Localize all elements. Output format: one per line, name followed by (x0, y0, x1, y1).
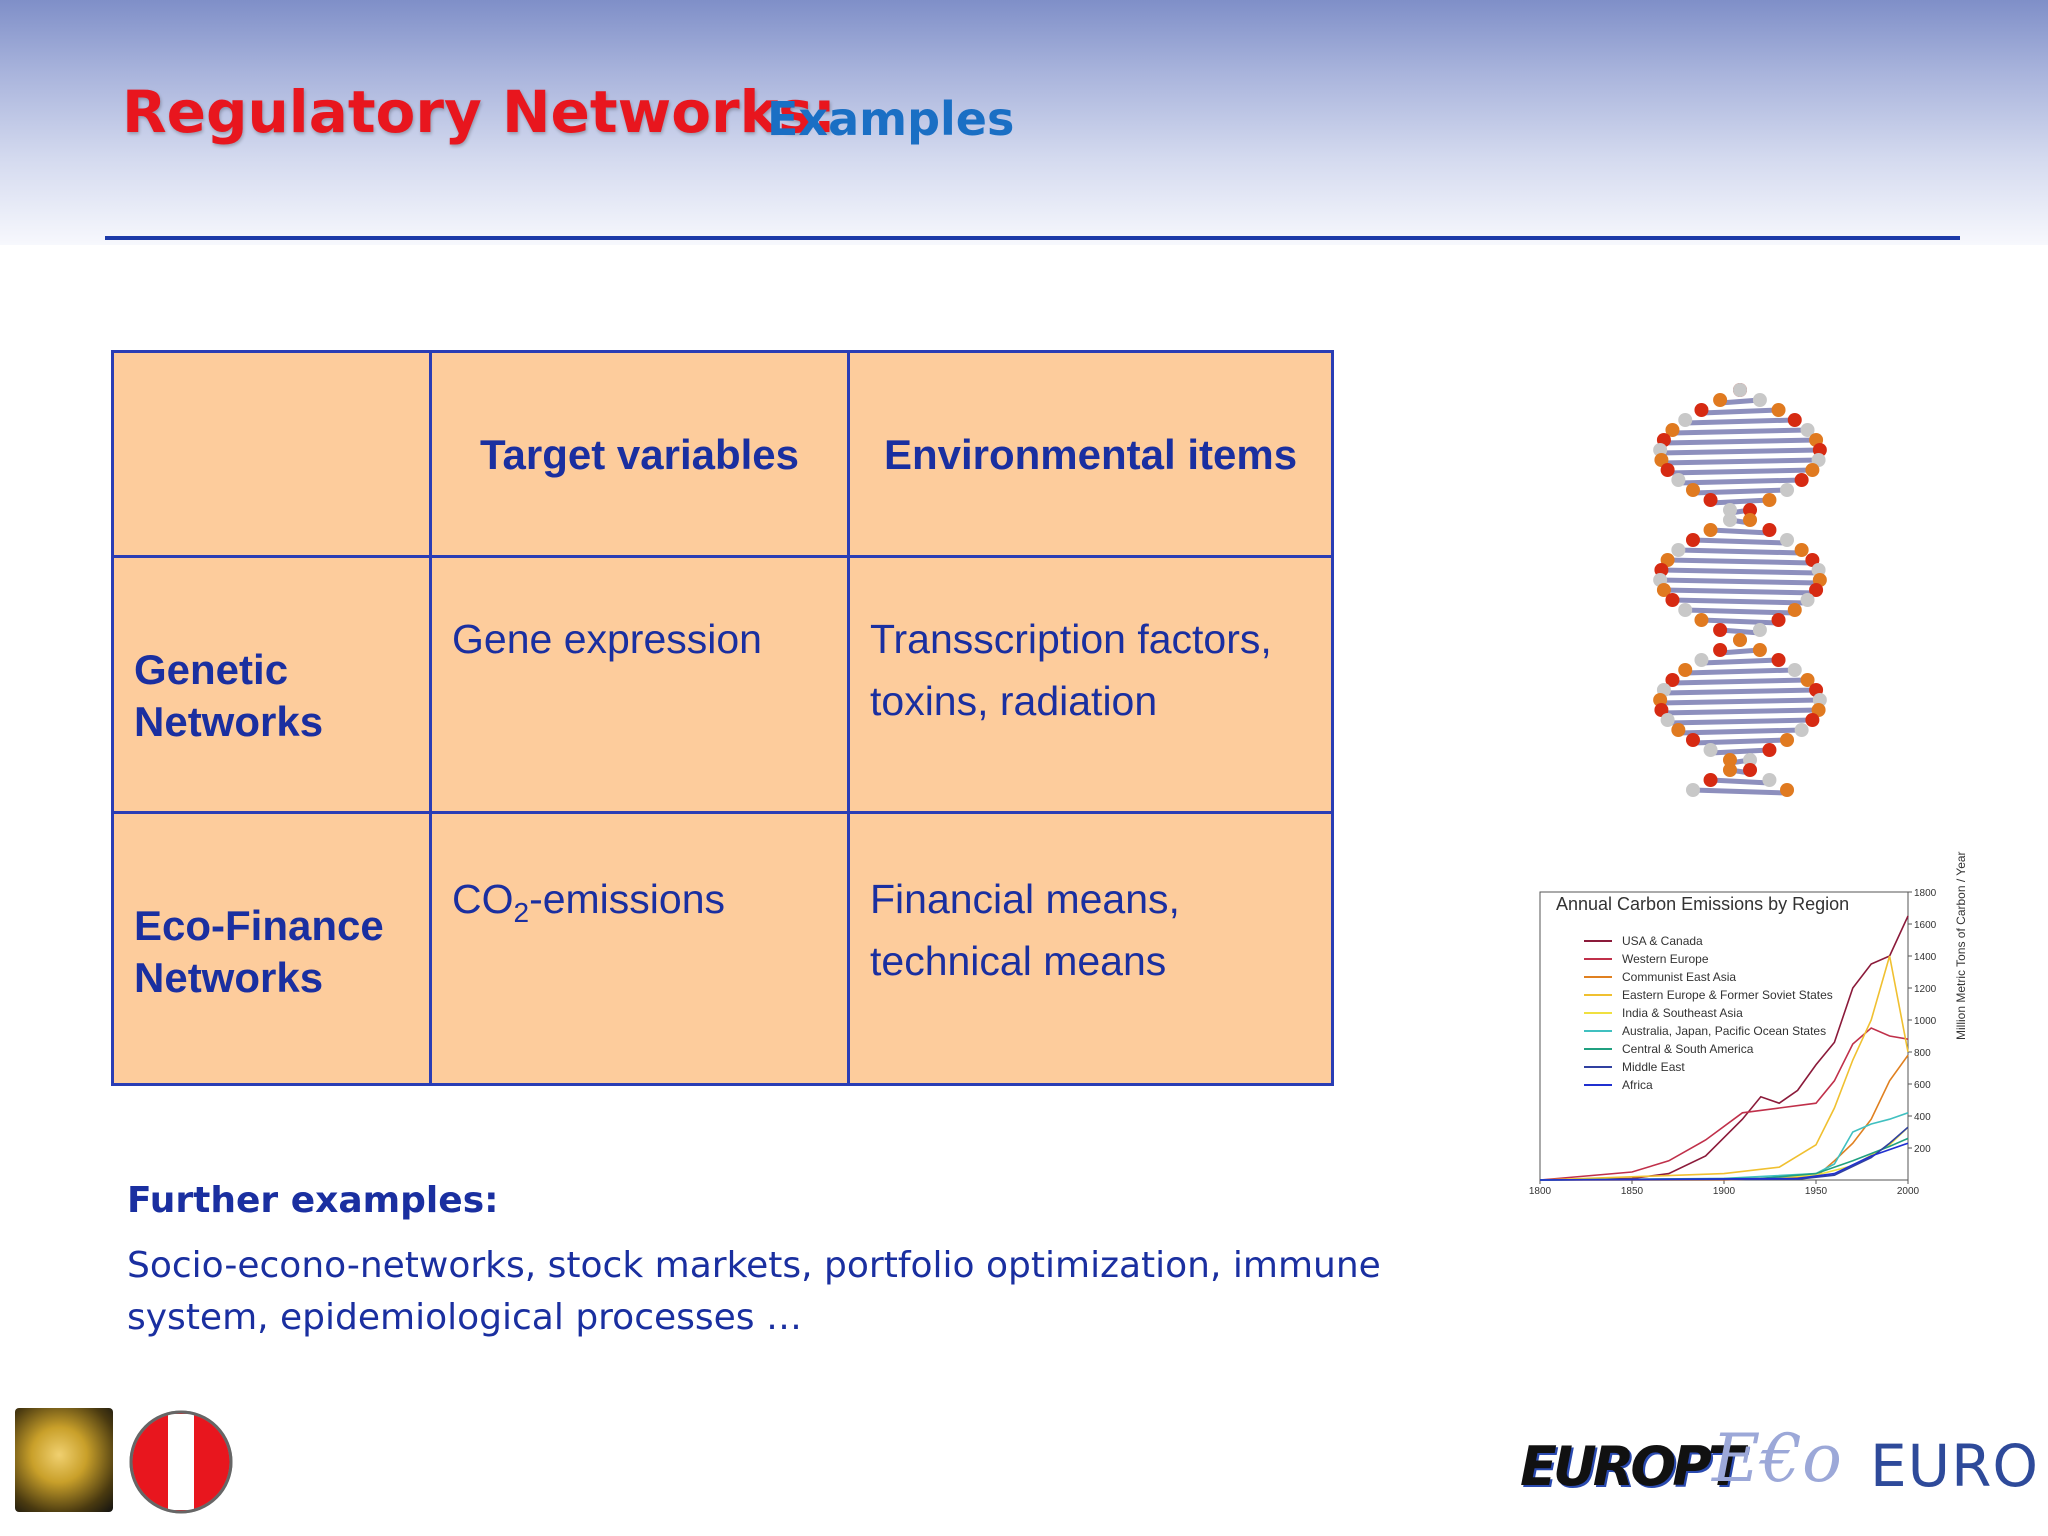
x-tick-label: 1800 (1528, 1186, 1552, 1197)
dna-base-pair (1711, 530, 1770, 533)
row-label-eco-finance-networks (113, 813, 431, 1085)
dna-backbone-atom (1671, 723, 1685, 737)
co2-suffix: -emissions (529, 876, 726, 922)
dna-base-pair (1701, 620, 1778, 623)
dna-base-pair (1661, 460, 1818, 463)
dna-backbone-atom (1694, 613, 1708, 627)
x-tick-label: 1950 (1804, 1186, 1828, 1197)
y-tick-label: 800 (1914, 1048, 1931, 1059)
dna-backbone-atom (1713, 623, 1727, 637)
series-line-5 (1540, 1113, 1908, 1180)
legend-swatch (1584, 1048, 1612, 1050)
header-environmental-items: Environmental items (849, 352, 1333, 557)
dna-base-pair (1678, 480, 1801, 483)
dna-backbone-atom (1772, 403, 1786, 417)
dna-backbone-atom (1753, 623, 1767, 637)
dna-base-pair (1661, 710, 1818, 713)
dna-base-pair (1711, 500, 1770, 503)
dna-backbone-atom (1762, 743, 1776, 757)
dna-backbone-atom (1704, 493, 1718, 507)
series-line-7 (1540, 1127, 1908, 1180)
dna-base-pair (1672, 680, 1807, 683)
table-row (113, 813, 1333, 1085)
legend-item (1584, 986, 1833, 1004)
x-tick-label: 1850 (1620, 1186, 1644, 1197)
legend-label: Communist East Asia (1622, 970, 1737, 984)
dna-backbone-atom (1733, 383, 1747, 397)
dna-backbone-atom (1772, 653, 1786, 667)
dna-backbone-atom (1795, 473, 1809, 487)
dna-backbone-atom (1762, 523, 1776, 537)
dna-backbone-atom (1661, 713, 1675, 727)
row-label-text: Genetic Networks (134, 646, 324, 745)
further-examples-heading: Further examples: (127, 1180, 499, 1221)
legend-swatch (1584, 958, 1612, 960)
dna-backbone-atom (1733, 633, 1747, 647)
dna-base-pair (1711, 750, 1770, 753)
dna-base-pair (1661, 570, 1818, 573)
y-tick-label: 1000 (1914, 1016, 1937, 1027)
dna-base-pair (1678, 550, 1801, 553)
dna-base-pair (1668, 560, 1813, 563)
dna-backbone-atom (1704, 743, 1718, 757)
series-line-4 (1540, 1127, 1908, 1180)
europt-logo: EUROPT (1520, 1435, 1741, 1498)
dna-backbone-atom (1801, 593, 1815, 607)
cell-transcription-factors: Transscription factors, toxins, radiation (849, 557, 1333, 813)
chart-title: Annual Carbon Emissions by Region (1556, 894, 1850, 914)
legend-item (1584, 950, 1833, 968)
dna-backbone-atom (1743, 763, 1757, 777)
dna-backbone-atom (1780, 483, 1794, 497)
table-row (113, 557, 1333, 813)
legend-item (1584, 1022, 1833, 1040)
legend-item (1584, 1058, 1833, 1076)
dna-base-pair (1668, 470, 1813, 473)
dna-backbone-atom (1788, 603, 1802, 617)
dna-base-pair (1693, 790, 1787, 793)
legend-swatch (1584, 1066, 1612, 1068)
dna-backbone-atom (1704, 523, 1718, 537)
legend-item (1584, 1004, 1833, 1022)
y-tick-label: 600 (1914, 1080, 1931, 1091)
dna-backbone-atom (1780, 783, 1794, 797)
dna-backbone-atom (1686, 733, 1700, 747)
legend-swatch (1584, 1030, 1612, 1032)
chart-legend (1584, 932, 1833, 1094)
dna-backbone-atom (1743, 513, 1757, 527)
cell-co2-emissions (431, 813, 849, 1085)
row-label-genetic-networks (113, 557, 431, 813)
y-tick-label: 1200 (1914, 984, 1937, 995)
institute-logo (15, 1408, 113, 1512)
dna-backbone-atom (1762, 493, 1776, 507)
y-tick-label: 400 (1914, 1112, 1931, 1123)
dna-backbone-atom (1713, 393, 1727, 407)
dna-base-pair (1660, 580, 1820, 583)
dna-backbone-atom (1686, 483, 1700, 497)
dna-base-pair (1664, 440, 1816, 443)
dna-base-pair (1693, 740, 1787, 743)
dna-backbone-atom (1704, 773, 1718, 787)
dna-base-pair (1678, 730, 1801, 733)
co2-subscript: 2 (513, 897, 530, 929)
dna-backbone-atom (1713, 643, 1727, 657)
dna-backbone-atom (1753, 643, 1767, 657)
dna-backbone-atom (1753, 393, 1767, 407)
dna-backbone-atom (1678, 663, 1692, 677)
dna-base-pair (1685, 610, 1795, 613)
title-divider (105, 236, 1960, 240)
dna-base-pair (1660, 700, 1820, 703)
dna-base-pair (1701, 410, 1778, 413)
row-label-text: Eco-Finance Networks (134, 902, 384, 1001)
dna-base-pair (1693, 540, 1787, 543)
dna-backbone-atom (1694, 653, 1708, 667)
dna-backbone-atom (1805, 713, 1819, 727)
dna-backbone-atom (1795, 543, 1809, 557)
legend-label: Eastern Europe & Former Soviet States (1622, 988, 1833, 1002)
legend-label: Central & South America (1622, 1042, 1754, 1056)
dna-backbone-atom (1686, 783, 1700, 797)
x-tick-label: 2000 (1896, 1186, 1920, 1197)
x-tick-label: 1900 (1712, 1186, 1736, 1197)
legend-label: Australia, Japan, Pacific Ocean States (1622, 1024, 1827, 1038)
euro-logo: EURO (1870, 1432, 2040, 1500)
dna-backbone-atom (1665, 593, 1679, 607)
dna-base-pair (1664, 590, 1816, 593)
dna-backbone-atom (1780, 533, 1794, 547)
dna-backbone-atom (1661, 463, 1675, 477)
dna-backbone-atom (1671, 473, 1685, 487)
dna-backbone-atom (1678, 603, 1692, 617)
y-tick-label: 200 (1914, 1144, 1931, 1155)
legend-swatch (1584, 1084, 1612, 1086)
header-target-variables: Target variables (431, 352, 849, 557)
dna-backbone-atom (1723, 513, 1737, 527)
dna-helix-image (1630, 380, 1870, 800)
dna-backbone-atom (1805, 463, 1819, 477)
dna-backbone-atom (1772, 613, 1786, 627)
legend-swatch (1584, 940, 1612, 942)
legend-label: Africa (1622, 1078, 1653, 1092)
legend-item (1584, 968, 1833, 986)
dna-base-pair (1711, 780, 1770, 783)
legend-label: USA & Canada (1622, 934, 1703, 948)
dna-base-pair (1693, 490, 1787, 493)
examples-table (111, 350, 1334, 1086)
cell-gene-expression: Gene expression (431, 557, 849, 813)
legend-label: Middle East (1622, 1060, 1685, 1074)
university-logo (124, 1408, 238, 1516)
dna-backbone-atom (1780, 733, 1794, 747)
co2-prefix: CO (452, 876, 514, 922)
dna-base-pair (1668, 720, 1813, 723)
legend-swatch (1584, 994, 1612, 996)
y-tick-label: 1600 (1914, 920, 1937, 931)
dna-base-pair (1685, 670, 1795, 673)
y-tick-label: 1400 (1914, 952, 1937, 963)
cell-financial-means: Financial means, technical means (849, 813, 1333, 1085)
legend-swatch (1584, 976, 1612, 978)
slide-title: Regulatory Networks: (122, 78, 836, 146)
legend-label: Western Europe (1622, 952, 1709, 966)
dna-backbone-atom (1678, 413, 1692, 427)
eco-logo: E€o (1712, 1420, 1842, 1497)
legend-item (1584, 1040, 1833, 1058)
legend-item (1584, 1076, 1833, 1094)
y-tick-label: 1800 (1914, 888, 1937, 899)
dna-backbone-atom (1671, 543, 1685, 557)
dna-backbone-atom (1788, 663, 1802, 677)
chart-y-axis-label: Million Metric Tons of Carbon / Year (1954, 851, 1968, 1040)
legend-item (1584, 932, 1833, 950)
slide-subtitle: Examples (767, 92, 1015, 146)
dna-backbone-atom (1795, 723, 1809, 737)
dna-base-pair (1701, 660, 1778, 663)
dna-backbone-atom (1723, 763, 1737, 777)
dna-backbone-atom (1762, 773, 1776, 787)
carbon-emissions-chart (1524, 851, 1968, 1200)
dna-backbone-atom (1788, 413, 1802, 427)
legend-label: India & Southeast Asia (1622, 1006, 1743, 1020)
dna-base-pair (1672, 600, 1807, 603)
legend-swatch (1584, 1012, 1612, 1014)
further-examples-text: Socio-econo-networks, stock markets, portfolio optimization, immune system, epidemiological processes … (127, 1245, 1381, 1338)
dna-base-pair (1660, 450, 1820, 453)
dna-backbone-atom (1686, 533, 1700, 547)
dna-base-pair (1664, 690, 1816, 693)
table-corner-cell (113, 352, 431, 557)
dna-base-pair (1672, 430, 1807, 433)
dna-base-pair (1685, 420, 1795, 423)
dna-backbone-atom (1694, 403, 1708, 417)
